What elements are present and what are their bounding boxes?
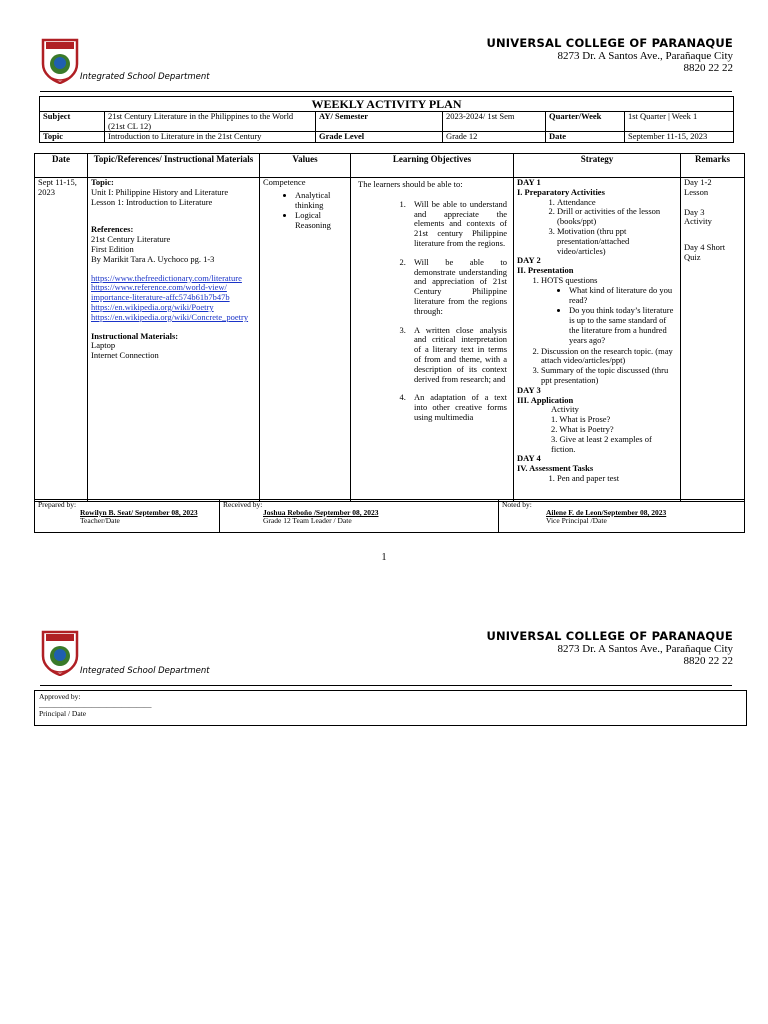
grade-label: Grade Level (316, 132, 443, 143)
col-topic: Topic/References/ Instructional Materials (88, 154, 260, 178)
strategy-item: 1. Attendance (557, 198, 677, 208)
col-date: Date (35, 154, 88, 178)
objectives-intro: The learners should be able to: (358, 179, 463, 189)
reference-link[interactable]: https://www.reference.com/world-view/ importance-literature-affc574b61b7b47b (91, 282, 230, 303)
remark-item: Day 1-2 Lesson (684, 177, 712, 197)
noted-role: Vice Principal /Date (546, 516, 607, 525)
reference-link[interactable]: https://en.wikipedia.org/wiki/Concrete_poetry (91, 311, 249, 322)
materials-heading: Instructional Materials: (91, 330, 179, 341)
remark-item: Day 3 Activity (684, 206, 712, 227)
reference-link[interactable]: https://en.wikipedia.org/wiki/Poetry (91, 301, 214, 312)
department-name: Integrated School Department (80, 72, 210, 82)
objective-item: 2. Will be able to demonstrate understanding and appreciation of 21st Century Philippine literature from the regions through: (408, 258, 507, 317)
noted-cell (499, 500, 745, 533)
row-strategy-cell (514, 178, 681, 502)
col-strategy: Strategy (514, 154, 681, 178)
day4-heading: DAY 4 (517, 453, 541, 464)
school-info (486, 36, 733, 74)
department-name: Integrated School Department (80, 666, 210, 676)
lesson-text: Lesson 1: Introduction to Literature (91, 196, 213, 207)
approval-line: ______________________________ (39, 700, 152, 709)
day2-heading: DAY 2 (517, 255, 541, 266)
header-rule (40, 91, 732, 92)
plan-title: WEEKLY ACTIVITY PLAN (40, 97, 734, 112)
remark-item: Day 4 Short Quiz (684, 242, 726, 262)
topic-label: Topic (40, 132, 105, 143)
ref-edition: First Edition (91, 243, 134, 254)
strategy-item (541, 276, 677, 346)
day3-heading: DAY 3 (517, 384, 541, 395)
ay-value: 2023-2024/ 1st Sem (443, 112, 546, 132)
material-item: Laptop (91, 340, 116, 351)
strategy-item: 1. Pen and paper test (557, 474, 677, 484)
value-item: • Analytical thinking (295, 191, 347, 211)
hots-question: • What kind of literature do you read? (569, 286, 677, 306)
col-remarks: Remarks (681, 154, 745, 178)
objective-item: 1. Will be able to understand and appreciate the elements and contexts of 21st century Philippine literature from the regions. (408, 200, 507, 249)
received-label: Received by: (223, 500, 263, 509)
ref-book: 21st Century Literature (91, 234, 171, 245)
date-value: September 11-15, 2023 (625, 132, 734, 143)
material-item: Internet Connection (91, 350, 159, 361)
activity-label: Activity (551, 404, 579, 415)
strategy-item: 2. Drill or activities of the lesson (books/ppt) (557, 207, 677, 227)
signature-table (34, 499, 745, 533)
value-item: • Logical Reasoning (295, 211, 347, 231)
subject-label: Subject (40, 112, 105, 132)
strategy-item: 3. Motivation (thru ppt presentation/attached video/articles) (557, 227, 677, 256)
day1-heading: DAY 1 (517, 177, 541, 187)
row-objectives-cell (351, 178, 514, 502)
activity-table (34, 153, 745, 502)
prepared-cell (35, 500, 220, 533)
presentation-heading: II. Presentation (517, 265, 574, 276)
ref-author: By Marikit Tara A. Uychoco pg. 1-3 (91, 253, 215, 264)
prepared-label: Prepared by: (38, 500, 77, 509)
plan-info-table (39, 96, 734, 143)
strategy-item: 2. Discussion on the research topic. (may attach video/articles/ppt) (541, 347, 677, 367)
ay-label: AY/ Semester (316, 112, 443, 132)
assessment-heading: IV. Assessment Tasks (517, 463, 594, 474)
school-phone: 8820 22 22 (683, 655, 733, 667)
page-number: 1 (381, 552, 387, 563)
prepared-name: Rowilyn B. Seat/ September 08, 2023 (80, 508, 198, 517)
hots-question: • Do you think today’s literature is up to the same standard of the literature from a hundred years ago? (569, 306, 677, 345)
row-remarks-cell (681, 178, 745, 502)
subject-value: 21st Century Literature in the Philippines to the World (21st CL 12) (105, 112, 316, 132)
application-item: 2. What is Poetry? (551, 423, 614, 434)
prep-heading: I. Preparatory Activities (517, 186, 605, 197)
date-label: Date (546, 132, 625, 143)
prepared-role: Teacher/Date (80, 516, 120, 525)
approval-box (34, 690, 747, 726)
objective-item: 3. A written close analysis and critical interpretation of a literary text in terms of from and theme, with a description of its context derived from research; and (408, 326, 507, 385)
strategy-item: 3. Summary of the topic discussed (thru ppt presentation) (541, 366, 677, 386)
objective-item: 4. An adaptation of a text into other creative forms using multimedia (408, 393, 507, 422)
unit-text: Unit I: Philippine History and Literature (91, 186, 229, 197)
application-item: 3. Give at least 2 examples of fiction. (551, 433, 652, 454)
school-info (486, 629, 733, 667)
row-values-cell (260, 178, 351, 502)
row-topic-cell (88, 178, 260, 502)
approval-role: Principal / Date (39, 709, 87, 718)
school-address: 8273 Dr. A Santos Ave., Parañaque City (557, 50, 733, 62)
references-heading: References: (91, 224, 134, 235)
application-item: 1. What is Prose? (551, 414, 611, 425)
school-seal-icon (40, 38, 80, 84)
header-rule (40, 685, 732, 686)
approval-label: Approved by: (39, 692, 81, 701)
received-name: Joshua Reboño /September 08, 2023 (263, 508, 379, 517)
quarter-label: Quarter/Week (546, 112, 625, 132)
school-seal-icon (40, 630, 80, 676)
received-cell (220, 500, 499, 533)
school-name: UNIVERSAL COLLEGE OF PARANAQUE (486, 629, 733, 643)
reference-link[interactable]: https://www.thefreedictionary.com/literature (91, 272, 242, 283)
grade-value: Grade 12 (443, 132, 546, 143)
col-objectives: Learning Objectives (351, 154, 514, 178)
application-heading: III. Application (517, 394, 574, 405)
school-phone: 8820 22 22 (683, 62, 733, 74)
quarter-value: 1st Quarter | Week 1 (625, 112, 734, 132)
school-name: UNIVERSAL COLLEGE OF PARANAQUE (486, 36, 733, 50)
topic-heading: Topic: (91, 177, 114, 187)
noted-name: Ailene F. de Leon/September 08, 2023 (546, 508, 667, 517)
received-role: Grade 12 Team Leader / Date (263, 516, 352, 525)
col-values: Values (260, 154, 351, 178)
topic-value: Introduction to Literature in the 21st Century (105, 132, 316, 143)
hots-label: HOTS questions (541, 274, 598, 285)
noted-label: Noted by: (502, 500, 532, 509)
school-address: 8273 Dr. A Santos Ave., Parañaque City (557, 643, 733, 655)
row-date: Sept 11-15, 2023 (35, 178, 88, 502)
values-heading: Competence (263, 177, 306, 187)
